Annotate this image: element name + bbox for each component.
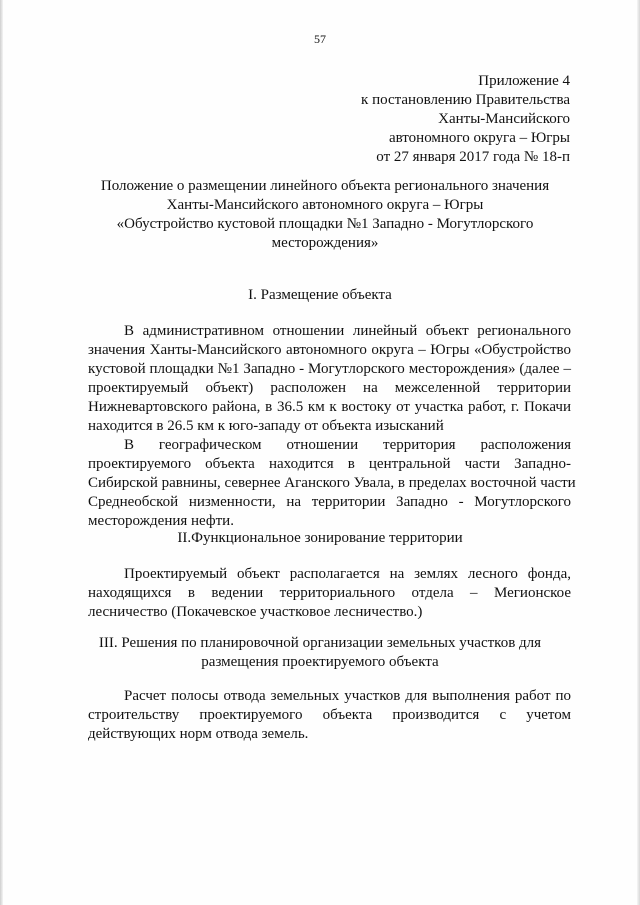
text-line: лесничество (Покачевское участковое лесничество.) xyxy=(88,604,423,620)
title-line: «Обустройство кустовой площадки №1 Западно - Могутлорского xyxy=(116,216,534,232)
text-line: Сибирской равнины, севернее Аганского Увала, в пределах восточной части xyxy=(88,475,576,491)
text-line: проектируемого объекта находится в центральной части Западно- xyxy=(88,456,571,472)
text-line: проектируемый объект) расположен на межселенной территории xyxy=(88,380,571,396)
text-line: В административном отношении линейный объект регионального xyxy=(124,323,571,339)
paragraph-location-admin xyxy=(88,322,571,436)
text-line: строительству проектируемого объекта производится с учетом xyxy=(88,707,571,723)
section-heading-text: I. Размещение объекта xyxy=(248,287,392,303)
appendix-line: к постановлению Правительства xyxy=(361,92,570,108)
text-line: Расчет полосы отвода земельных участков для выполнения работ по xyxy=(124,688,571,704)
page-number: 57 xyxy=(314,32,326,46)
title-line: месторождения» xyxy=(271,235,379,251)
title-line: Положение о размещении линейного объекта регионального значения xyxy=(100,178,550,194)
section-heading-text: размещения проектируемого объекта xyxy=(201,654,439,670)
text-line: Нижневартовского района, в 36.5 км к востоку от участка работ, г. Покачи xyxy=(88,399,571,415)
title-line: Ханты-Мансийского автономного округа – Югры xyxy=(166,197,484,213)
section-heading-text: II.Функциональное зонирование территории xyxy=(177,530,463,546)
paragraph-location-geo xyxy=(88,436,576,531)
text-line: действующих норм отвода земель. xyxy=(88,726,309,742)
appendix-line: Приложение 4 xyxy=(478,73,570,89)
text-line: Проектируемый объект располагается на землях лесного фонда, xyxy=(124,566,571,582)
appendix-line: от 27 января 2017 года № 18-п xyxy=(376,149,570,165)
text-line: месторождения нефти. xyxy=(88,513,234,529)
text-line: находится в 26.5 км к юго-западу от объекта изысканий xyxy=(88,418,444,434)
section-heading-text: III. Решения по планировочной организации земельных участков для xyxy=(98,635,542,651)
section-heading-3 xyxy=(60,634,580,672)
text-line: Среднеобской низменности, на территории Западно - Могутлорского xyxy=(88,494,571,510)
section-heading-1 xyxy=(60,286,580,305)
paragraph-zoning xyxy=(88,565,571,622)
section-heading-2 xyxy=(60,529,580,548)
text-line: значения Ханты-Мансийского автономного округа – Югры «Обустройство xyxy=(88,342,571,358)
document-title xyxy=(85,177,565,253)
appendix-block xyxy=(270,72,570,167)
scan-edge-left xyxy=(0,0,3,905)
appendix-line: автономного округа – Югры xyxy=(388,130,570,146)
text-line: находящихся в ведении территориального отдела – Мегионское xyxy=(88,585,571,601)
text-line: кустовой площадки №1 Западно - Могутлорского месторождения» (далее – xyxy=(88,361,571,377)
text-line: В географическом отношении территория расположения xyxy=(124,437,571,453)
paragraph-planning xyxy=(88,687,571,744)
appendix-line: Ханты-Мансийского xyxy=(438,111,570,127)
